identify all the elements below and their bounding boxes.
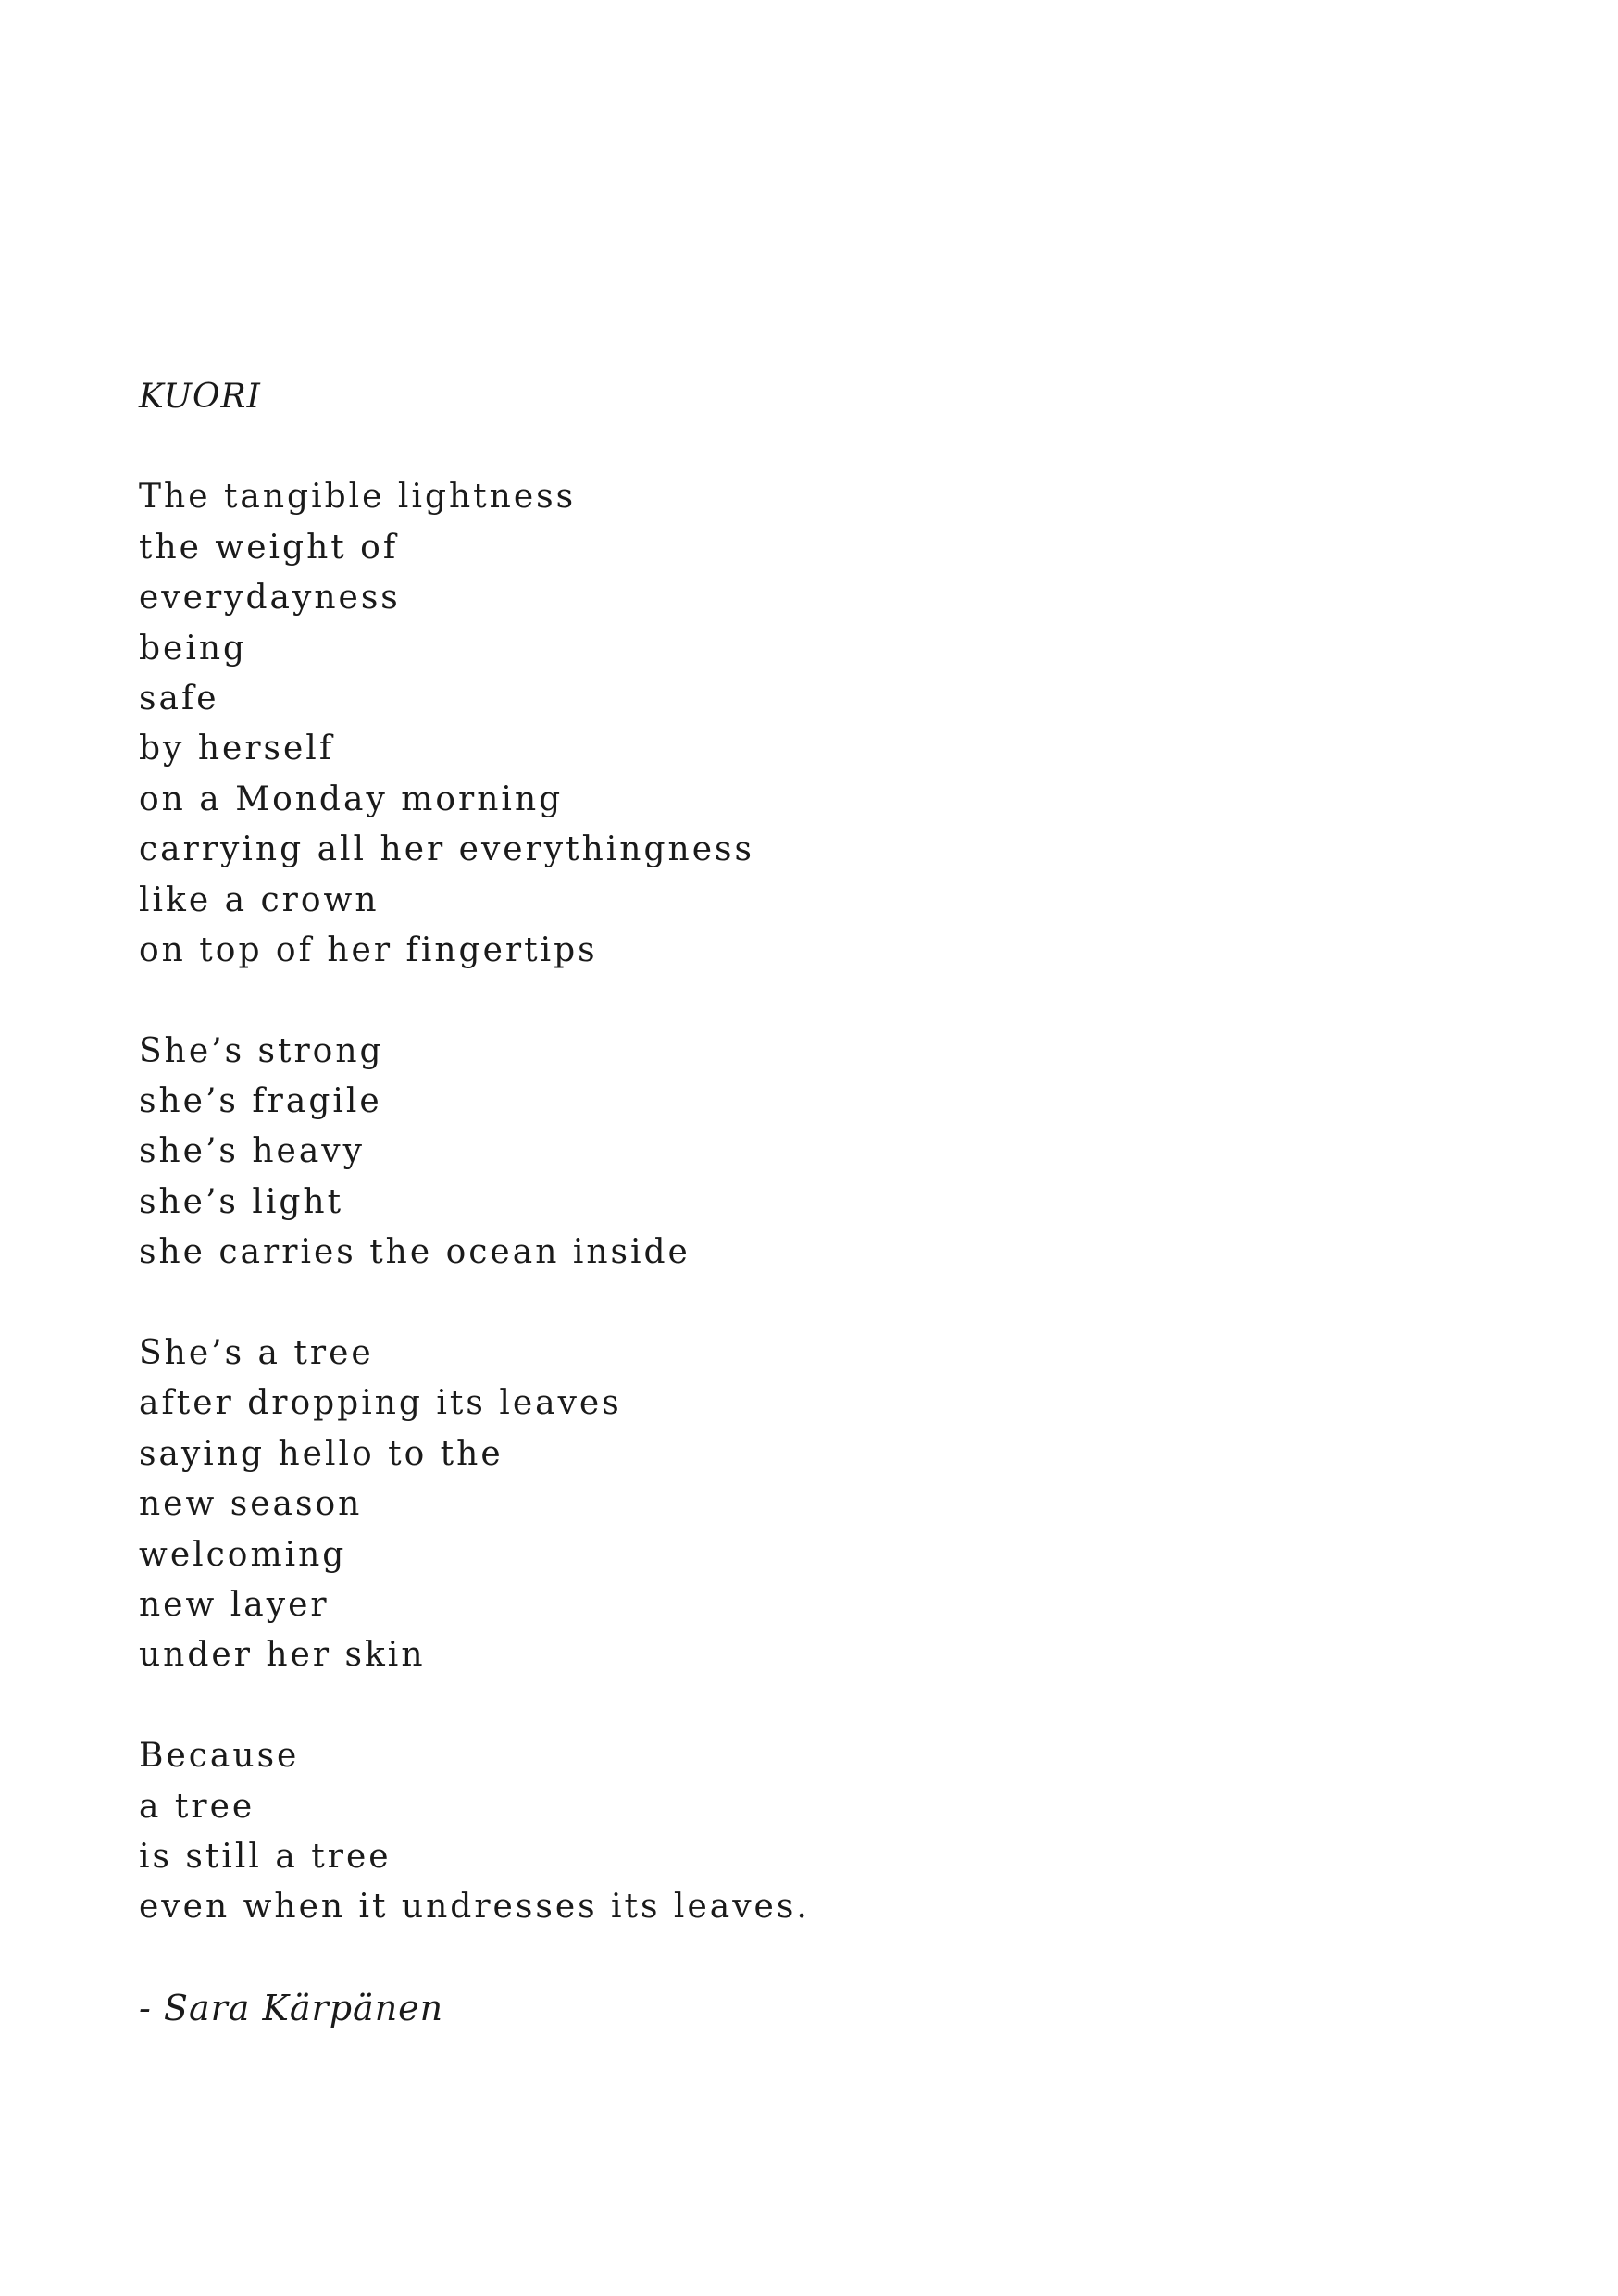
poem-line: new season (139, 1485, 363, 1524)
poem-line: safe (139, 679, 219, 718)
poem-line: after dropping its leaves (139, 1384, 622, 1423)
poem-line: like a crown (139, 880, 380, 919)
poem-line: saying hello to the (139, 1434, 504, 1473)
stanza-3 (139, 1329, 1435, 1681)
poem (139, 372, 1435, 2033)
poem-line: welcoming (139, 1535, 347, 1574)
poem-line: even when it undresses its leaves. (139, 1888, 810, 1927)
poem-line: She’s a tree (139, 1334, 374, 1373)
stanza-2 (139, 1027, 1435, 1279)
poem-line: The tangible lightness (139, 478, 577, 517)
poem-line: she’s light (139, 1182, 344, 1221)
stanza-gap (139, 976, 1435, 1026)
poem-line: the weight of (139, 528, 399, 567)
stanza-gap (139, 1933, 1435, 1983)
poem-line: being (139, 629, 248, 668)
poem-title: KUORI (139, 378, 261, 416)
poem-line: on a Monday morning (139, 780, 564, 818)
poem-line: She’s strong (139, 1031, 384, 1070)
stanza-gap (139, 1681, 1435, 1731)
poem-line: on top of her fingertips (139, 930, 598, 969)
poem-line: is still a tree (139, 1837, 392, 1876)
poem-line: by herself (139, 730, 335, 768)
stanza-gap (139, 422, 1435, 472)
poem-line: carrying all her everythingness (139, 830, 754, 869)
poem-line: she’s heavy (139, 1132, 365, 1171)
poem-line: under her skin (139, 1636, 426, 1675)
stanza-4 (139, 1731, 1435, 1933)
poem-line: new layer (139, 1585, 330, 1624)
stanza-1 (139, 472, 1435, 976)
poem-author: - Sara Kärpänen (139, 1988, 444, 2029)
poem-line: everydayness (139, 579, 401, 618)
poem-line: a tree (139, 1787, 255, 1826)
poem-line: she carries the ocean inside (139, 1233, 691, 1272)
poem-line: Because (139, 1737, 300, 1776)
poem-line: she’s fragile (139, 1082, 382, 1121)
stanza-gap (139, 1279, 1435, 1329)
